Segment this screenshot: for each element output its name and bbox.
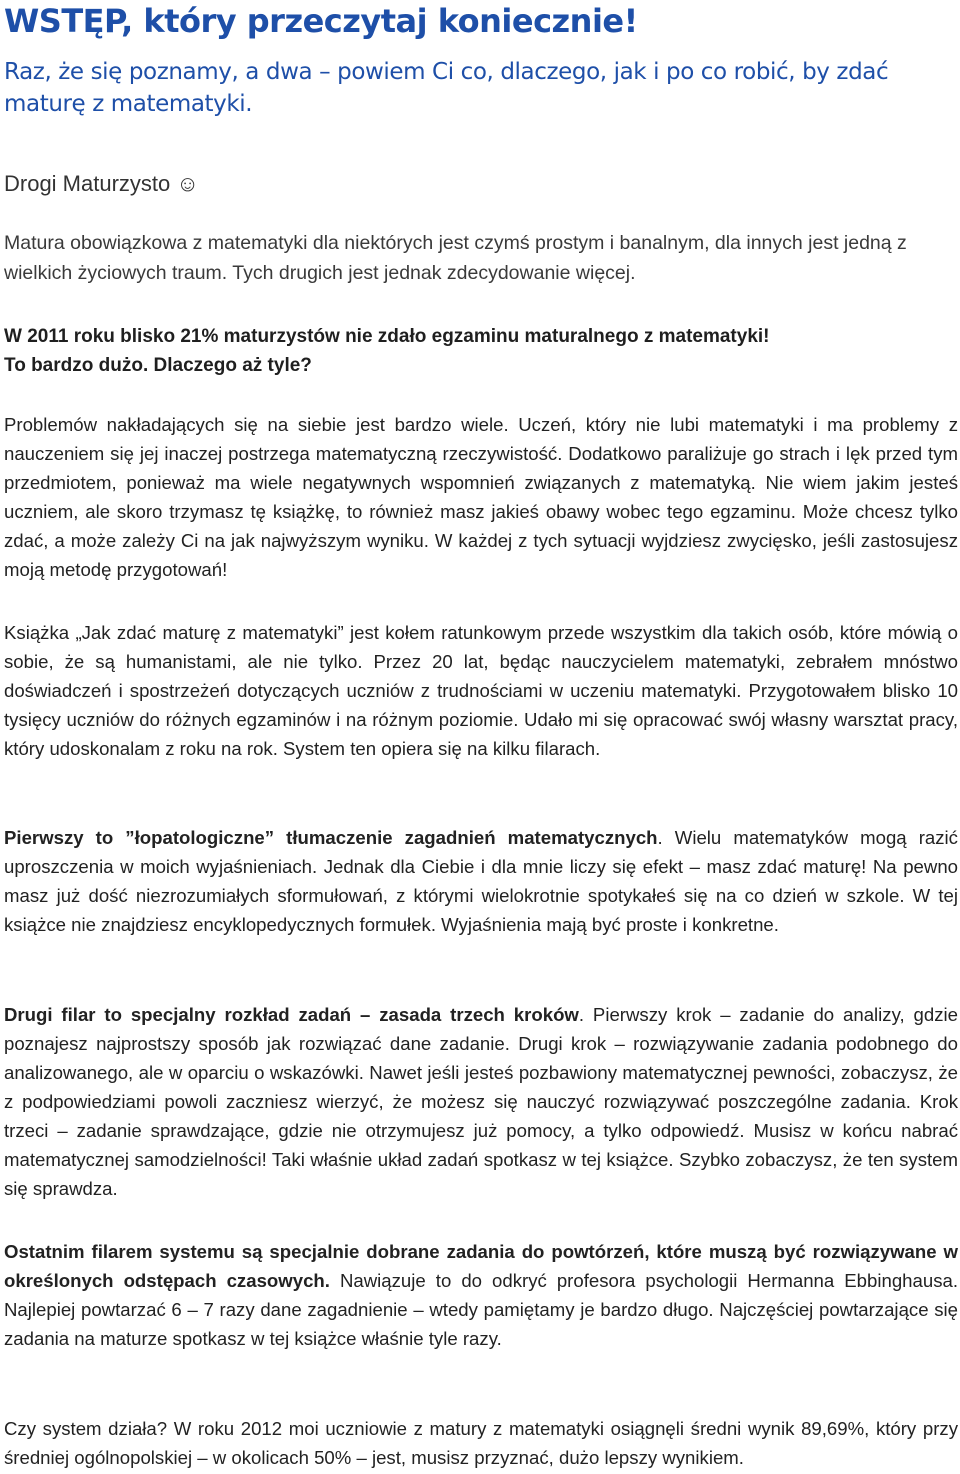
paragraph-results: Czy system działa? W roku 2012 moi uczniowie z matury z matematyki osiągnęli średni wynik 89,69%, który przy średniej ogólnopolskiej – w okolicach 50% – jest, musisz przyznać, dużo lepszy wynikiem. — [4, 1418, 958, 1468]
first-pillar-text: . Wielu matematyków mogą razić uproszczenia w moich wyjaśnieniach. Jednak dla Ciebie i dla mnie liczy się efekt – masz zdać maturę! Na pewno masz już dość niezrozumiałych sformułowań, z którymi wielokrotnie spotykałeś się na co dzień w szkole. W tej książce nie znajdziesz encyklopedycznych formułek. Wyjaśnienia mają być proste i konkretne. — [4, 827, 958, 935]
statistic-line-1: W 2011 roku blisko 21% maturzystów nie zdało egzaminu maturalnego z matematyki! — [4, 326, 770, 347]
second-pillar-text: . Pierwszy krok – zadanie do analizy, gdzie poznajesz najprostszy sposób jak rozwiązać dane zadanie. Drugi krok – rozwiązywanie zadania podobnego do analizowanego, ale w oparciu o wskazówki. Nawet jeśli jesteś pozbawiony matematycznej pewności, zobaczysz, że z podpowiedziami powoli zaczniesz wierzyć, że możesz się nauczyć rozwiązywać poszczególne zadania. Krok trzeci – zadanie sprawdzające, gdzie nie otrzymujesz już pomocy, a tylko odpowiedź. Musisz w końcu nabrać matematycznej samodzielności! Taki właśnie układ zadań spotkasz w tej książce. Szybko zobaczysz, że ten system się sprawdza. — [4, 1004, 959, 1199]
page-title: WSTĘP, który przeczytaj koniecznie! — [4, 2, 638, 40]
last-pillar-heading: Ostatnim filarem systemu są specjalnie dobrane zadania do powtórzeń, które muszą być rozwiązywane w określonych odstępach czasowych. — [4, 1241, 958, 1291]
page-subtitle: Raz, że się poznamy, a dwa – powiem Ci co, dlaczego, jak i po co robić, by zdać maturę z matematyki. — [4, 59, 889, 117]
intro-paragraph: Matura obowiązkowa z matematyki dla niektórych jest czymś prostym i banalnym, dla innych jest jedną z wielkich życiowych traum. Tych drugich jest jednak zdecydowanie więcej. — [4, 232, 907, 284]
statistic-highlight — [4, 322, 958, 380]
first-pillar-heading: Pierwszy to ”łopatologiczne” tłumaczenie zagadnień matematycznych — [4, 827, 658, 848]
paragraph-first-pillar — [4, 823, 958, 939]
last-pillar-text: Nawiązuje to do odkryć profesora psychologii Hermanna Ebbinghausa. Najlepiej powtarzać 6 – 7 razy dane zagadnienie – wtedy pamiętamy je bardzo długo. Najczęściej powtarzające się zadania na maturze spotkasz w tej książce właśnie tyle razy. — [4, 1270, 958, 1349]
second-pillar-heading: Drugi filar to specjalny rozkład zadań – zasada trzech kroków — [4, 1004, 579, 1025]
paragraph-book: Książka „Jak zdać maturę z matematyki” jest kołem ratunkowym przede wszystkim dla takich osób, które mówią o sobie, że są humanistami, ale nie tylko. Przez 20 lat, będąc nauczycielem matematyki, zebrałem mnóstwo doświadczeń i spostrzeżeń dotyczących uczniów z trudnościami w uczeniu matematyki. Przygotowałem blisko 10 tysięcy uczniów do różnych egzaminów i na różnym poziomie. Udało mi się opracować swój własny warsztat pracy, który udoskonalam z roku na rok. System ten opiera się na kilku filarach. — [4, 622, 958, 759]
paragraph-second-pillar — [4, 1000, 958, 1203]
paragraph-problems: Problemów nakładających się na siebie jest bardzo wiele. Uczeń, który nie lubi matematyki i ma problemy z nauczeniem się jej inaczej postrzega matematyczną rzeczywistość. Dodatkowo paraliżuje go strach i lęk przed tym przedmiotem, ponieważ ma wiele negatywnych wspomnień związanych z matematyką. Nie wiem jakim jesteś uczniem, ale skoro trzymasz tę książkę, to również masz jakieś obawy wobec tego egzaminu. Może chcesz tylko zdać, a może zależy Ci na jak najwyższym wyniku. W każdej z tych sytuacji wyjdziesz zwycięsko, jeśli zastosujesz moją metodę przygotowań! — [4, 414, 958, 580]
greeting: Drogi Maturzysto ☺ — [4, 171, 199, 196]
statistic-line-2: To bardzo dużo. Dlaczego aż tyle? — [4, 355, 312, 376]
paragraph-last-pillar — [4, 1237, 958, 1353]
